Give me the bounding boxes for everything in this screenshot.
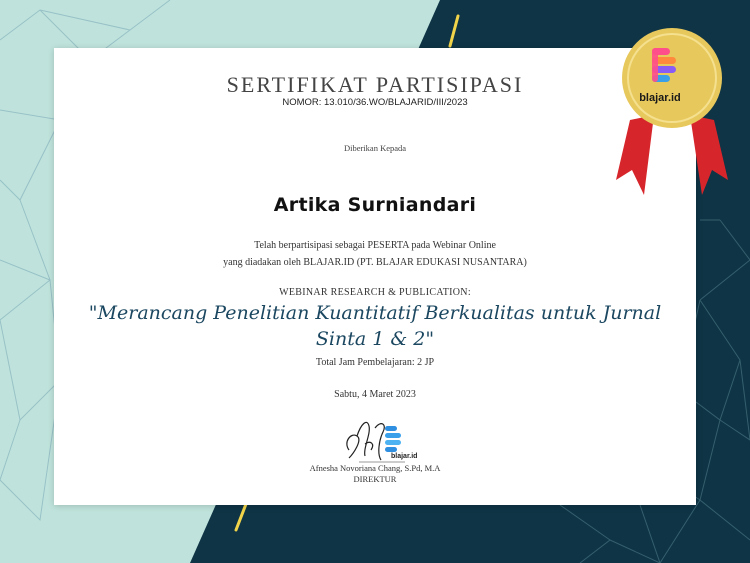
webinar-title-line-1: "Merancang Penelitian Kuantitatif Berkualitas untuk Jurnal — [88, 302, 662, 324]
badge-medal — [622, 28, 722, 128]
signer-name: Afnesha Novoriana Chang, S.Pd, M.A — [309, 463, 441, 473]
webinar-title-line-2: Sinta 1 & 2" — [315, 328, 435, 350]
badge-brand-text: blajar.id — [639, 92, 681, 104]
webinar-type: WEBINAR RESEARCH & PUBLICATION: — [279, 287, 471, 298]
award-badge — [614, 20, 734, 200]
certificate-number: NOMOR: 13.010/36.WO/BLAJARID/III/2023 — [282, 97, 468, 108]
participation-line-2: yang diadakan oleh BLAJAR.ID (PT. BLAJAR EDUKASI NUSANTARA) — [223, 257, 527, 268]
certificate-card — [54, 48, 696, 505]
recipient-name: Artika Surniandari — [273, 194, 477, 216]
ribbon-right — [690, 115, 728, 195]
given-to-label: Diberikan Kepada — [343, 143, 407, 153]
signature-brand: blajar.id — [391, 453, 418, 460]
ribbon-left — [616, 115, 654, 195]
certificate-title: SERTIFIKAT PARTISIPASI — [226, 72, 524, 97]
learning-hours: Total Jam Pembelajaran: 2 JP — [315, 357, 435, 368]
webinar-title — [54, 300, 696, 352]
participation-line-1: Telah berpartisipasi sebagai PESERTA pada Webinar Online — [254, 240, 496, 251]
event-date: Sabtu, 4 Maret 2023 — [334, 389, 416, 400]
signer-role: DIREKTUR — [353, 474, 397, 484]
